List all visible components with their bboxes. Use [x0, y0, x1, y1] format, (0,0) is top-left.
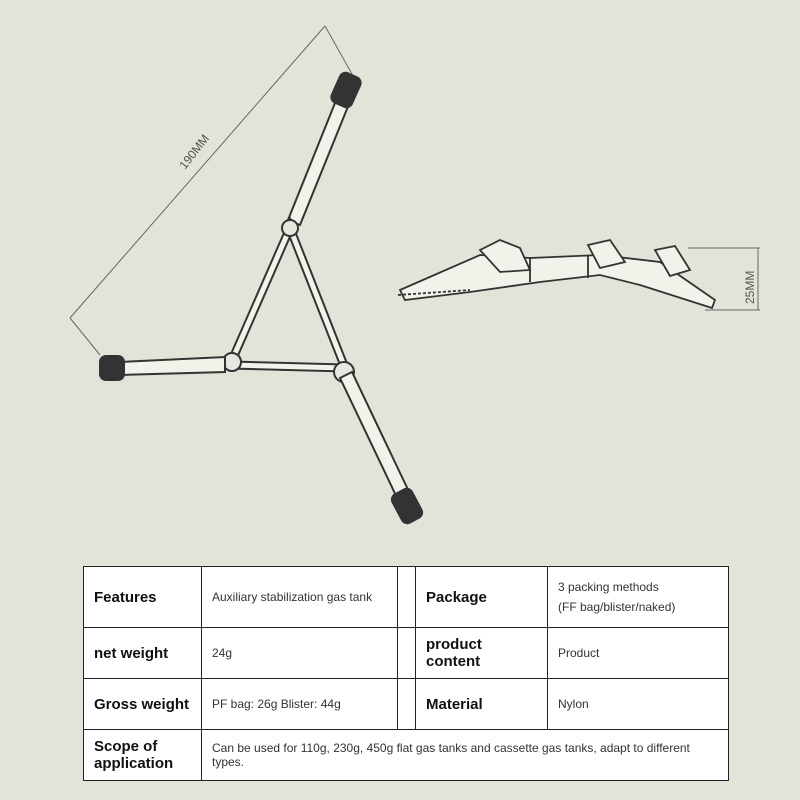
column-divider — [398, 628, 416, 679]
material-value: Nylon — [548, 679, 729, 730]
features-label: Features — [84, 567, 202, 628]
net-weight-value: 24g — [202, 628, 398, 679]
package-label: Package — [416, 567, 548, 628]
column-divider — [398, 567, 416, 628]
gross-weight-label: Gross weight — [84, 679, 202, 730]
package-value-line2: (FF bag/blister/naked) — [558, 600, 676, 614]
stand-top-view — [100, 71, 424, 525]
product-content-value: Product — [548, 628, 729, 679]
net-weight-label: net weight — [84, 628, 202, 679]
scope-value: Can be used for 110g, 230g, 450g flat gas tanks and cassette gas tanks, adapt to different types. — [202, 730, 729, 781]
material-label: Material — [416, 679, 548, 730]
table-row — [84, 679, 729, 730]
table-row — [84, 628, 729, 679]
table-row — [84, 730, 729, 781]
gross-weight-value: PF bag: 26g Blister: 44g — [202, 679, 398, 730]
package-value — [548, 567, 729, 628]
package-value-line1: 3 packing methods — [558, 580, 659, 594]
column-divider — [398, 679, 416, 730]
stand-side-view — [398, 240, 715, 308]
spec-table — [83, 566, 729, 781]
scope-label-line2: application — [94, 755, 174, 772]
height-dimension-label: 25MM — [743, 270, 757, 304]
length-dimension-label: 190MM — [176, 131, 213, 172]
product-content-label: product content — [416, 628, 548, 679]
scope-label-line1: Scope of — [94, 738, 158, 755]
features-value: Auxiliary stabilization gas tank — [202, 567, 398, 628]
table-row — [84, 567, 729, 628]
scope-label — [84, 730, 202, 781]
